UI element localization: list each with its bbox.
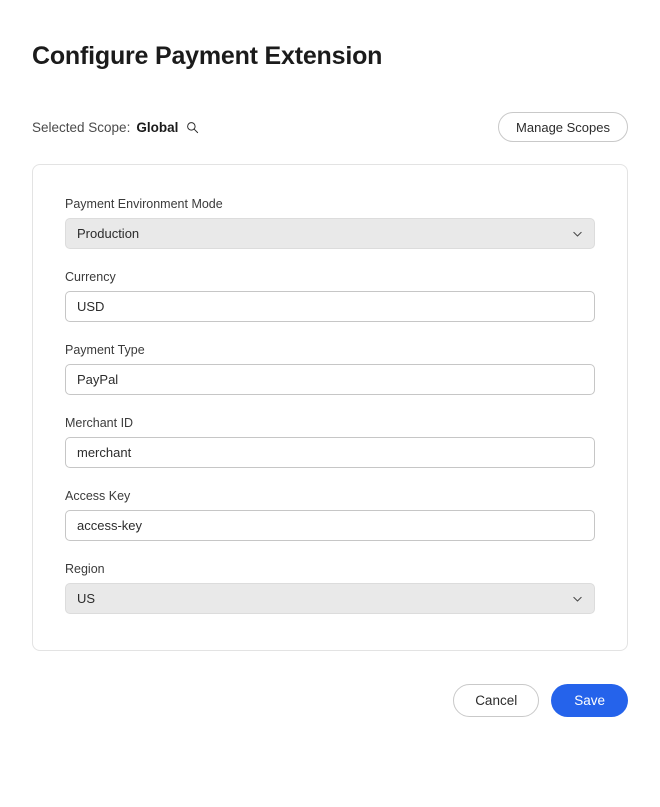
currency-input[interactable] [65, 291, 595, 322]
footer-actions [32, 684, 628, 717]
selected-scope [32, 120, 199, 135]
field-region [65, 562, 595, 614]
payment-type-input[interactable] [65, 364, 595, 395]
field-currency [65, 270, 595, 322]
field-label-payment-environment-mode: Payment Environment Mode [65, 197, 223, 211]
select-wrap-region [65, 583, 595, 614]
access-key-input[interactable] [65, 510, 595, 541]
select-payment-environment-mode[interactable]: Production [65, 218, 595, 249]
cancel-button[interactable]: Cancel [453, 684, 539, 717]
page-title: Configure Payment Extension [32, 42, 383, 70]
save-button[interactable]: Save [551, 684, 628, 717]
scope-row [32, 112, 628, 142]
field-label-payment-type: Payment Type [65, 343, 145, 357]
field-label-region: Region [65, 562, 105, 576]
field-merchant-id [65, 416, 595, 468]
field-payment-environment-mode [65, 197, 595, 249]
merchant-id-input[interactable] [65, 437, 595, 468]
field-label-merchant-id: Merchant ID [65, 416, 134, 430]
field-access-key [65, 489, 595, 541]
manage-scopes-button[interactable]: Manage Scopes [498, 112, 628, 142]
search-icon[interactable] [186, 121, 199, 134]
selected-scope-value: Global [136, 119, 179, 135]
select-wrap-payment-environment-mode [65, 218, 595, 249]
select-region[interactable]: US [65, 583, 595, 614]
settings-card [32, 164, 628, 651]
selected-scope-label: Selected Scope: [32, 119, 131, 135]
field-label-access-key: Access Key [65, 489, 131, 503]
field-label-currency: Currency [65, 270, 116, 284]
field-payment-type [65, 343, 595, 395]
